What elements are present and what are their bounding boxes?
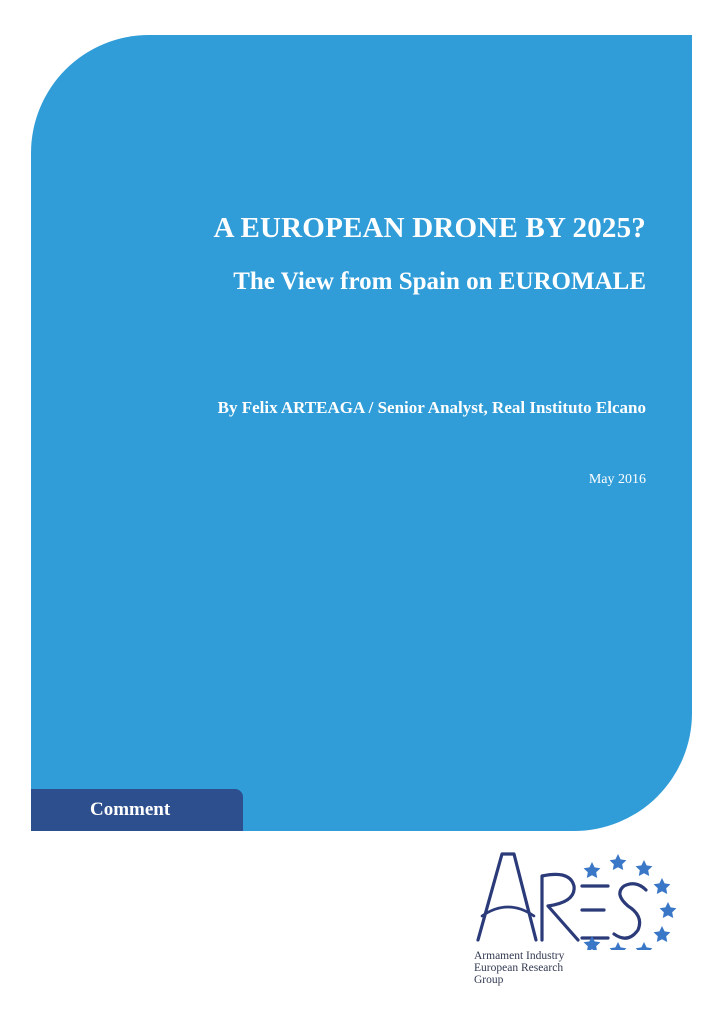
ares-logo	[468, 840, 688, 1000]
logo-caption-line: Group	[474, 974, 504, 986]
document-title: A EUROPEAN DRONE BY 2025?	[213, 212, 646, 244]
logo-caption-line: European Research	[474, 962, 564, 974]
author-byline: By Felix ARTEAGA / Senior Analyst, Real Instituto Elcano	[217, 398, 646, 417]
cover-panel	[31, 35, 692, 831]
document-subtitle: The View from Spain on EUROMALE	[233, 268, 646, 295]
logo-caption-line: Armament Industry	[474, 950, 565, 962]
publication-date: May 2016	[588, 472, 646, 487]
ares-wordmark-graphic	[468, 840, 688, 950]
logo-caption	[474, 950, 564, 986]
category-tab: Comment	[31, 789, 243, 831]
